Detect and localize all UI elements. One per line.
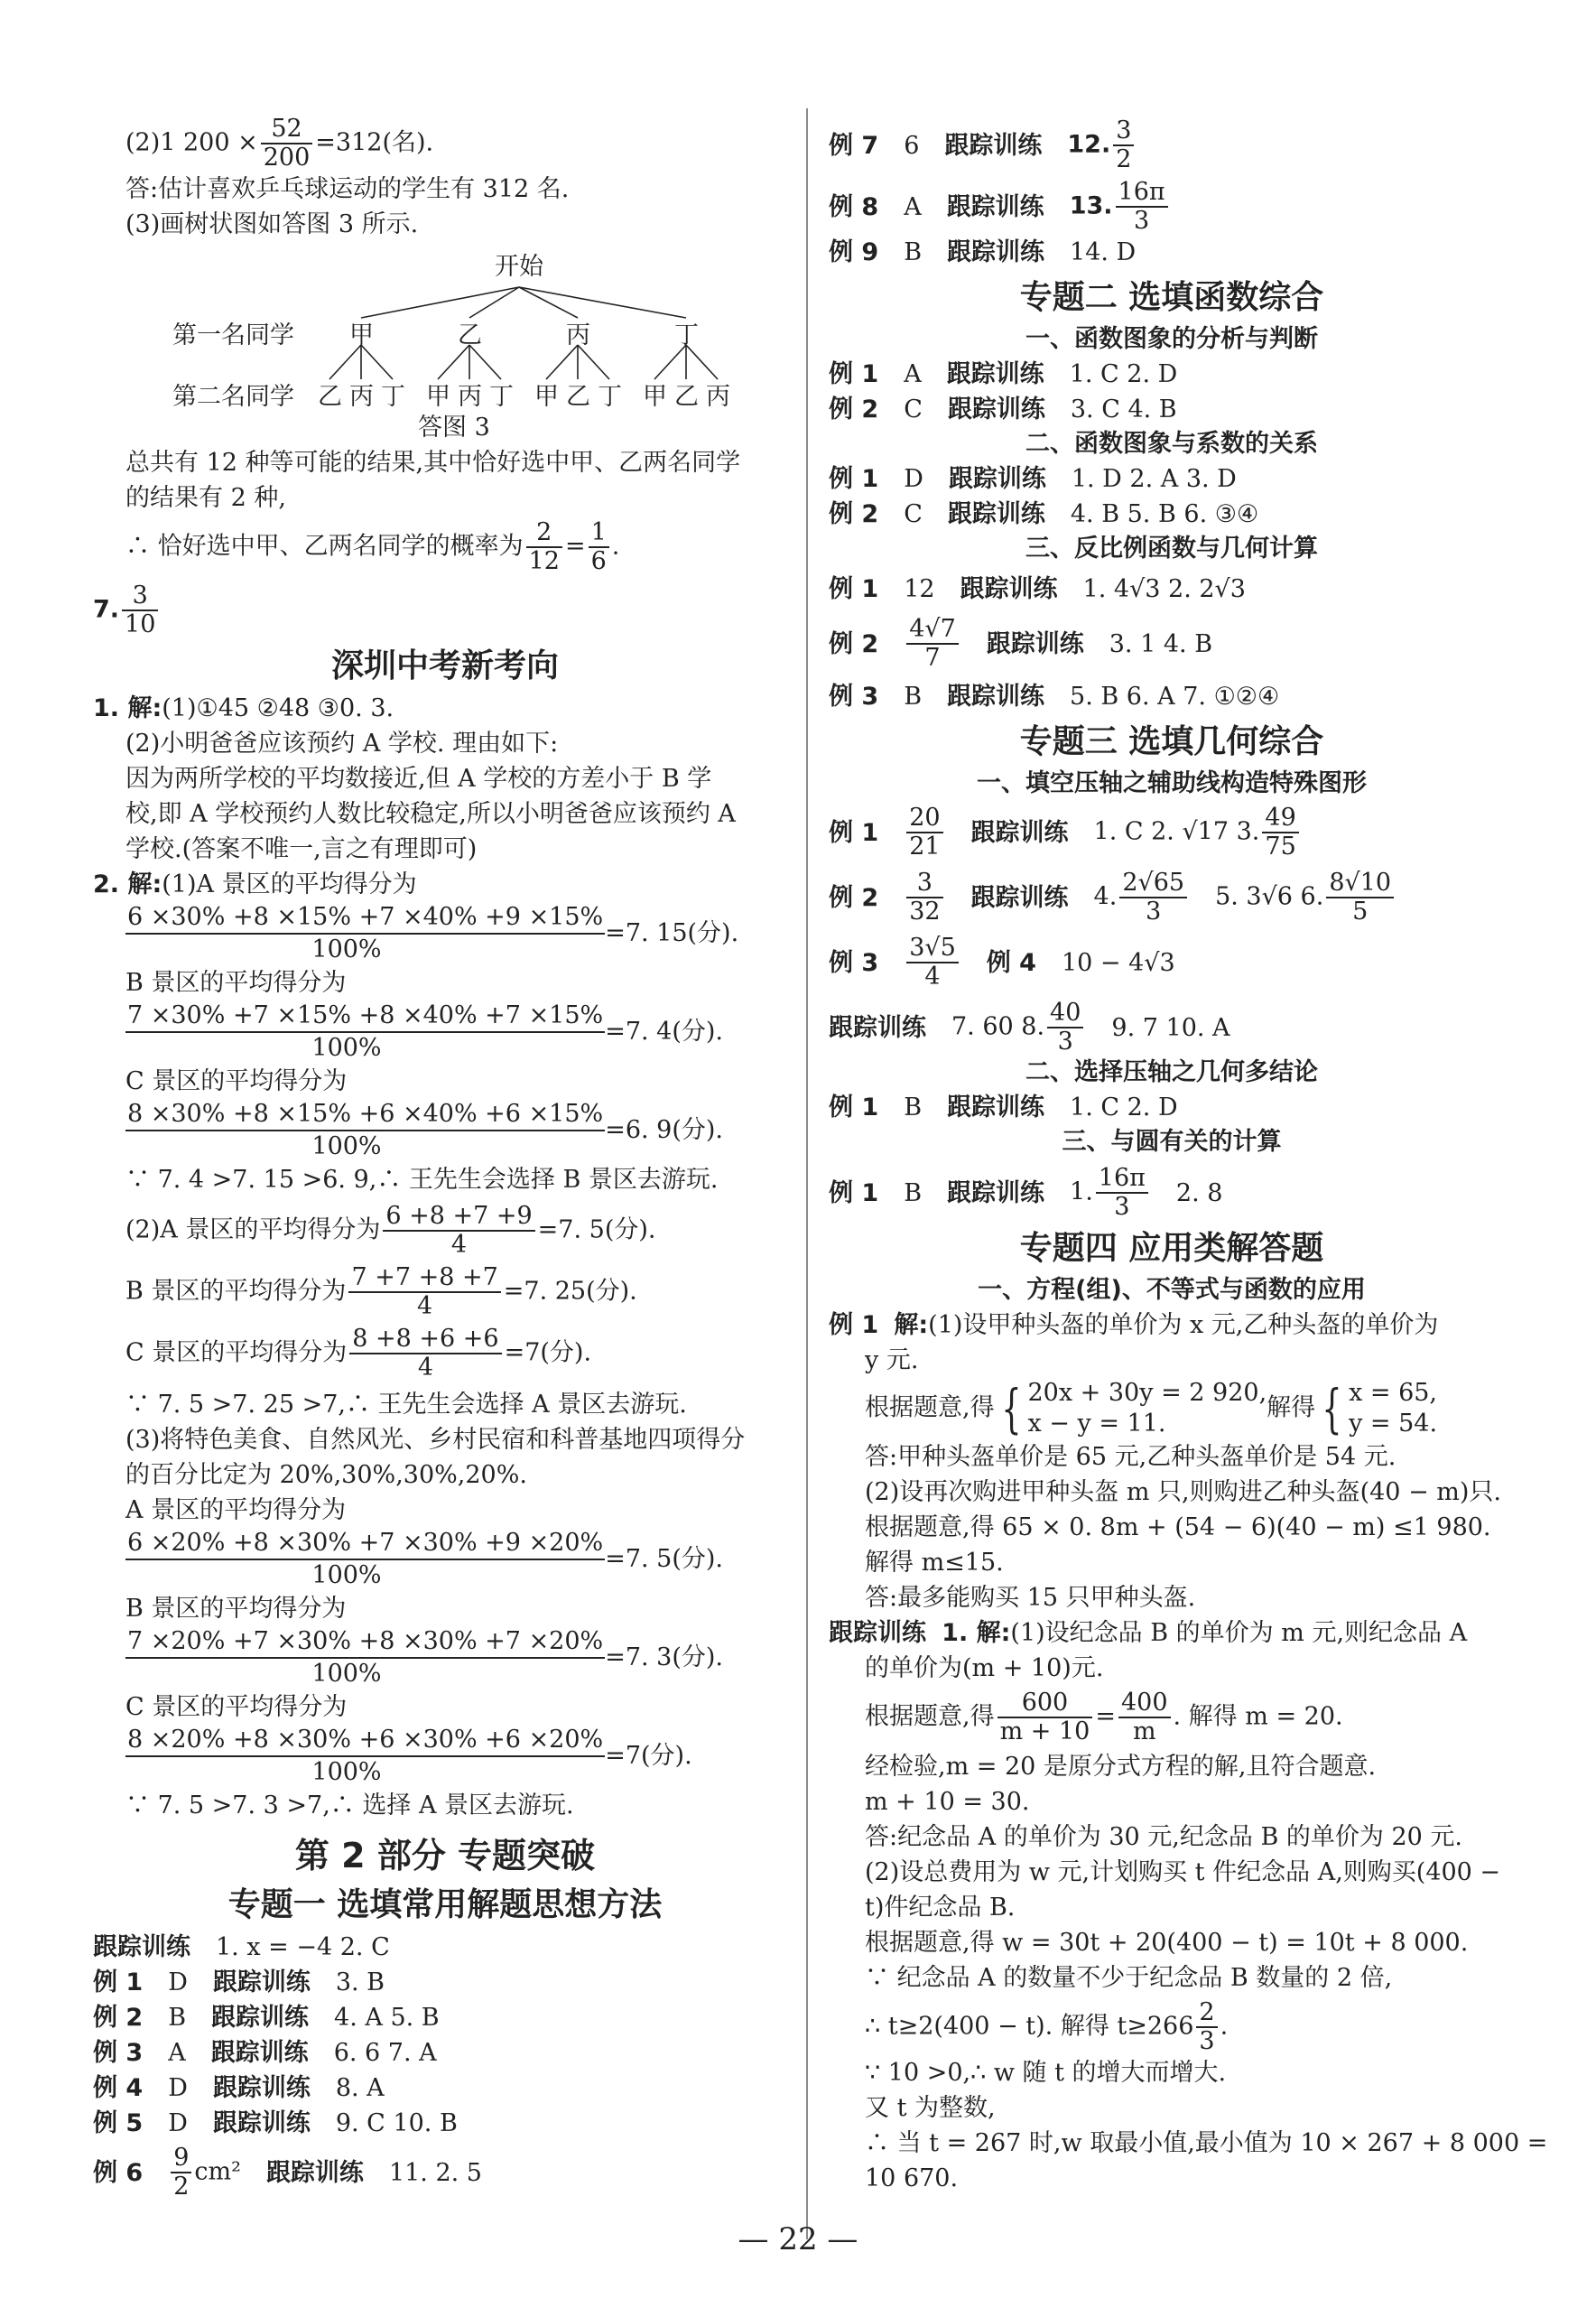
follow-up-1: 跟踪训练 1. 解:(1)设纪念品 B 的单价为 m 元,则纪念品 A	[829, 1619, 1468, 1647]
fraction: $\frac{52}{200}$	[261, 116, 313, 172]
text-line: (3)画树状图如答图 3 所示.	[125, 210, 419, 238]
answer-row: 例 1 $\frac{20}{21}$ 跟踪训练 1. C 2. √17 3. $\frac{49}{75}$	[829, 805, 1515, 861]
subsection-heading: 三、反比例函数与几何计算	[1025, 535, 1318, 563]
text-line: 总共有 12 种等可能的结果,其中恰好选中甲、乙两名同学	[125, 449, 741, 477]
tree-leaf: 乙	[566, 383, 590, 411]
answer-row: 跟踪训练 7. 60 8. $\frac{40}{3}$ 9. 7 10. A	[829, 999, 1230, 1056]
subsection-heading: 三、与圆有关的计算	[1062, 1128, 1282, 1156]
question-7: 7. $\frac{3}{10}$	[93, 582, 797, 638]
weighted-average-b: $\frac{7 \times 30\% +7 \times 15\% +8 \times 40\% +7 \times 15\%}{100\%}$ =7. 4(分).	[127, 1001, 723, 1062]
tree-root: 开始	[495, 253, 543, 281]
weighted-average-a: $\frac{6 \times 30\% +8 \times 15\% +7 \times 40\% +9 \times 15\%}{100\%}$ =7. 15(分).	[127, 903, 739, 963]
probability-line: ∴ 恰好选中甲、乙两名同学的概率为 $\frac{2}{12}$ = $\frac{1}{6}$ .	[125, 518, 620, 575]
answer-row: 例 2 C 跟踪训练 3. C 4. B	[829, 396, 1177, 423]
topic-heading: 专题四 应用类解答题	[1019, 1230, 1324, 1267]
fraction-equation: 根据题意,得 $\frac{600}{m + 10}$ = $\frac{400}{m}$ . 解得 m = 20.	[865, 1689, 1343, 1745]
example-1: 例 1 解:(1)设甲种头盔的单价为 x 元,乙种头盔的单价为	[829, 1311, 1439, 1339]
right-column: 例 7 6 跟踪训练 12. $\frac{3}{2}$ 例 8 A 跟踪训练 13. $\frac{16\pi}{3}$ 例 9 B 跟踪训练 14. D 专题二 选填函数综合 一、函数图象的分析与判断 例 1 A 跟踪训练 1. C 2. D 例 2 C 跟踪训练 3. C 4. B 二、函数图象与系数的关系 例 1 D 跟踪训练 1. D 2. A 3. D 例 2 C 跟踪训练 4. B 5. B 6. ③④ 三、反比例函数与几何计算 例 1 12 跟踪训练 1. 4√3 2. 2√3 例 2 $\frac{4√7}{7}$ 跟踪训练 3. 1 4. B 例 3 B 跟踪训练 5. B 6. A 7. ①②④ 专题三 选填几何综合 一、填空压轴之辅助线构造特殊图形 例 1 $\frac{20}{21}$ 跟踪训练 1. C 2. √17 3. $\frac{49}{75}$ 例 2 $\frac{3}{32}$ 跟踪训练 4. $\frac{2√65}{3}$ 5. 3√6 6. $\frac{8√10}{5}$ 例 3 $\frac{3√5}{4}$ 例 4 10 − 4√3 跟踪训练 7. 60 8. $\frac{40}{3}$ 9. 7 10. A 二、选择压轴之几何多结论 例 1 B 跟踪训练 1. C 2. D 三、与圆有关的计算 例 1 B 跟踪训练 1. $\frac{16\pi}{3}$ 2. 8 专题四 应用类解答题 一、方程(组)、不等式与函数的应用 例 1 解:(1)设甲种头盔的单价为 x 元,乙种头盔的单价为 y 元. 根据题意,得 { 20x + 30y = 2 920, x − y = 11. 解得 { x = 65, y = 54. 答:甲种头盔单价是 65 元,乙种头盔单价是 54 元. (2)设再次购进甲种头盔 m 只,则购进乙种头盔(40 − m)只. 根据题意,得 65 × 0. 8m + (54 − 6)(40 − m) ≤1 980. 解得 m≤15. 答:最多能购买 15 只甲种头盔. 跟踪训练 1. 解:(1)设纪念品 B 的单价为 m 元,则纪念品 A 的单价为(m + 10)元. 根据题意,得 $\frac{600}{m + 10}$ = $\frac{400}{m}$ . 解得 m = 20. 经检验,m = 20 是原分式方程的解,且符合题意. m + 10 = 30. 答:纪念品 A 的单价为 30 元,纪念品 B 的单价为 20 元. (2)设总费用为 w 元,计划购买 t 件纪念品 A,则购买(400 − t)件纪念品 B. 根据题意,得 w = 30t + 20(400 − t) = 10t + 8 000. ∵ 纪念品 A 的数量不少于纪念品 B 数量的 2 倍, ∴ t≥2(400 − t). 解得 t≥266 $\frac{2}{3}$ . ∵ 10 >0,∴ w 随 t 的增大而增大. 又 t 为整数, ∴ 当 t = 267 时,w 取最小值,最小值为 10 × 267 + 8 000 = 10 670.	[829, 116, 1548, 2192]
answer-row: 例 3 A 跟踪训练 6. 6 7. A	[93, 2039, 437, 2067]
answer-row: 例 1 B 跟踪训练 1. C 2. D	[829, 1094, 1178, 1121]
tree-leaf: 甲	[643, 383, 667, 411]
topic-heading: 专题一 选填常用解题思想方法	[227, 1886, 663, 1923]
answer-row: 例 5 D 跟踪训练 9. C 10. B	[93, 2109, 458, 2137]
answer-row: 例 1 D 跟踪训练 1. D 2. A 3. D	[829, 465, 1237, 493]
column-divider	[806, 108, 808, 2239]
weighted-average-c: $\frac{8 \times 30\% +8 \times 15\% +6 \times 40\% +6 \times 15\%}{100\%}$ =6. 9(分).	[127, 1100, 723, 1160]
text-line: 的结果有 2 种,	[125, 484, 286, 512]
subsection-heading: 一、函数图象的分析与判断	[1025, 325, 1318, 353]
answer-row: 例 2 B 跟踪训练 4. A 5. B	[93, 2004, 440, 2032]
answer-row: 例 6 $\frac{9}{2}$ cm² 跟踪训练 11. 2. 5	[93, 2144, 482, 2201]
mean-b: B 景区的平均得分为 $\frac{7 +7 +8 +7}{4}$ =7. 25(分).	[125, 1263, 637, 1320]
answer-row: 例 7 6 跟踪训练 12. $\frac{3}{2}$	[829, 117, 1515, 173]
tree-leaf: 甲	[426, 383, 450, 411]
tree-leaf: 乙	[318, 383, 342, 411]
answer-row: 例 9 B 跟踪训练 14. D	[829, 238, 1137, 266]
answer-row: 例 4 D 跟踪训练 8. A	[93, 2074, 385, 2102]
tree-diagram	[93, 244, 797, 415]
answer-row: 例 2 $\frac{4√7}{7}$ 跟踪训练 3. 1 4. B	[829, 615, 1213, 672]
subsection-heading: 二、选择压轴之几何多结论	[1025, 1058, 1318, 1086]
topic-heading: 专题三 选填几何综合	[1019, 723, 1324, 760]
answer-row: 例 3 $\frac{3√5}{4}$ 例 4 10 − 4√3	[829, 934, 1175, 991]
answer-row: 例 2 C 跟踪训练 4. B 5. B 6. ③④	[829, 500, 1259, 528]
tree-row2-label: 第二名同学	[172, 383, 294, 411]
answer-row: 例 1 D 跟踪训练 3. B	[93, 1968, 385, 1996]
tree-leaf: 丙	[706, 383, 730, 411]
subsection-heading: 一、填空压轴之辅助线构造特殊图形	[977, 769, 1367, 797]
subsection-heading: 一、方程(组)、不等式与函数的应用	[978, 1276, 1366, 1304]
answer-row: 例 3 B 跟踪训练 5. B 6. A 7. ①②④	[829, 683, 1280, 711]
tree-node: 甲	[349, 321, 374, 349]
tree-node: 丁	[674, 321, 699, 349]
answer-row: 例 8 A 跟踪训练 13. $\frac{16\pi}{3}$	[829, 179, 1515, 235]
tree-leaf: 丙	[349, 383, 374, 411]
solution-2: 2. 解:(1)A 景区的平均得分为	[93, 870, 417, 898]
page-number: — 22 —	[738, 2221, 858, 2257]
answer-row: 例 1 12 跟踪训练 1. 4√3 2. 2√3	[829, 575, 1246, 603]
weighted-average-b2: $\frac{7 \times 20\% +7 \times 30\% +8 \times 30\% +7 \times 20\%}{100\%}$ =7. 3(分).	[127, 1627, 723, 1688]
answer-row: 例 2 $\frac{3}{32}$ 跟踪训练 4. $\frac{2√65}{3}$ 5. 3√6 6. $\frac{8√10}{5}$	[829, 870, 1515, 926]
topic-heading: 专题二 选填函数综合	[1019, 279, 1324, 316]
mean-c: C 景区的平均得分为 $\frac{8 +8 +6 +6}{4}$ =7(分).	[125, 1325, 592, 1382]
answer-line: 答:估计喜欢乒乓球运动的学生有 312 名.	[125, 175, 570, 203]
answer-row: 跟踪训练 1. x = −4 2. C	[93, 1933, 390, 1961]
tree-leaf: 丁	[489, 383, 514, 411]
weighted-average-c2: $\frac{8 \times 20\% +8 \times 30\% +6 \times 30\% +6 \times 20\%}{100\%}$ =7(分).	[127, 1726, 692, 1786]
figure-caption: 答图 3	[418, 414, 490, 442]
inequality: ∴ t≥2(400 − t). 解得 t≥266 $\frac{2}{3}$ .	[865, 1998, 1229, 2055]
section-heading: 深圳中考新考向	[330, 647, 559, 684]
weighted-average-a2: $\frac{6 \times 20\% +8 \times 30\% +7 \times 30\% +9 \times 20\%}{100\%}$ =7. 5(分).	[127, 1529, 723, 1589]
tree-node: 丙	[566, 321, 590, 349]
tree-leaf: 乙	[674, 383, 699, 411]
answer-row: 例 1 B 跟踪训练 1. $\frac{16\pi}{3}$ 2. 8	[829, 1164, 1223, 1221]
mean-a: (2)A 景区的平均得分为 $\frac{6 +8 +7 +9}{4}$ =7. 5(分).	[125, 1202, 656, 1259]
part-heading: 第 2 部分 专题突破	[294, 1836, 596, 1875]
tree-leaf: 丁	[381, 383, 405, 411]
equation-system: 根据题意,得 { 20x + 30y = 2 920, x − y = 11. 解得 { x = 65, y = 54.	[865, 1378, 1438, 1439]
sample-estimate: (2)1 200 × $\frac{52}{200}$ =312(名).	[125, 115, 434, 172]
subsection-heading: 二、函数图象与系数的关系	[1025, 430, 1318, 458]
tree-row1-label: 第一名同学	[172, 321, 294, 349]
tree-leaf: 丁	[598, 383, 622, 411]
tree-node: 乙	[458, 321, 482, 349]
left-column: (2)1 200 × $\frac{52}{200}$ =312(名). 答:估计喜欢乒乓球运动的学生有 312 名. (3)画树状图如答图 3 所示. 开始 第一名同学 第二名同学 甲 乙 丙 丁 乙 丙 丁 甲 丙 丁 甲 乙 丁 甲 乙 丙 答图 3 总共有 12 种等可能的结果,其中恰好选中甲、乙两名同学 的结果有 2 种, ∴ 恰好选中甲、乙两名同学的概率为 $\frac{2}{12}$ = $\frac{1}{6}$ . 7. $\frac{3}{10}$ 深圳中考新考向 1. 解:(1)①45 ②48 ③0. 3. (2)小明爸爸应该预约 A 学校. 理由如下: 因为两所学校的平均数接近,但 A 学校的方差小于 B 学 校,即 A 学校预约人数比较稳定,所以小明爸爸应该预约 A 学校.(答案不唯一,言之有理即可) 2. 解:(1)A 景区的平均得分为 $\frac{6 \times 30\% +8 \times 15\% +7 \times 40\% +9 \times 15\%}{100\%}$ =7. 15(分). B 景区的平均得分为 $\frac{7 \times 30\% +7 \times 15\% +8 \times 40\% +7 \times 15\%}{100\%}$ =7. 4(分). C 景区的平均得分为 $\frac{8 \times 30\% +8 \times 15\% +6 \times 40\% +6 \times 15\%}{100\%}$ =6. 9(分). ∵ 7. 4 >7. 15 >6. 9,∴ 王先生会选择 B 景区去游玩. (2)A 景区的平均得分为 $\frac{6 +8 +7 +9}{4}$ =7. 5(分). B 景区的平均得分为 $\frac{7 +7 +8 +7}{4}$ =7. 25(分). C 景区的平均得分为 $\frac{8 +8 +6 +6}{4}$ =7(分). ∵ 7. 5 >7. 25 >7,∴ 王先生会选择 A 景区去游玩. (3)将特色美食、自然风光、乡村民宿和科普基地四项得分 的百分比定为 20%,30%,30%,20%. A 景区的平均得分为 $\frac{6 \times 20\% +8 \times 30\% +7 \times 30\% +9 \times 20\%}{100\%}$ =7. 5(分). B 景区的平均得分为 $\frac{7 \times 20\% +7 \times 30\% +8 \times 30\% +7 \times 20\%}{100\%}$ =7. 3(分). C 景区的平均得分为 $\frac{8 \times 20\% +8 \times 30\% +6 \times 30\% +6 \times 20\%}{100\%}$ =7(分). ∵ 7. 5 >7. 3 >7,∴ 选择 A 景区去游玩. 第 2 部分 专题突破 专题一 选填常用解题思想方法 跟踪训练 1. x = −4 2. C 例 1 D 跟踪训练 3. B 例 2 B 跟踪训练 4. A 5. B 例 3 A 跟踪训练 6. 6 7. A 例 4 D 跟踪训练 8. A 例 5 D 跟踪训练 9. C 10. B 例 6 $\frac{9}{2}$ cm² 跟踪训练 11. 2. 5	[93, 116, 797, 2201]
solution-1: 1. 解:(1)①45 ②48 ③0. 3.	[93, 694, 394, 722]
tree-leaf: 丙	[458, 383, 482, 411]
tree-leaf: 甲	[534, 383, 559, 411]
answer-row: 例 1 A 跟踪训练 1. C 2. D	[829, 360, 1178, 388]
